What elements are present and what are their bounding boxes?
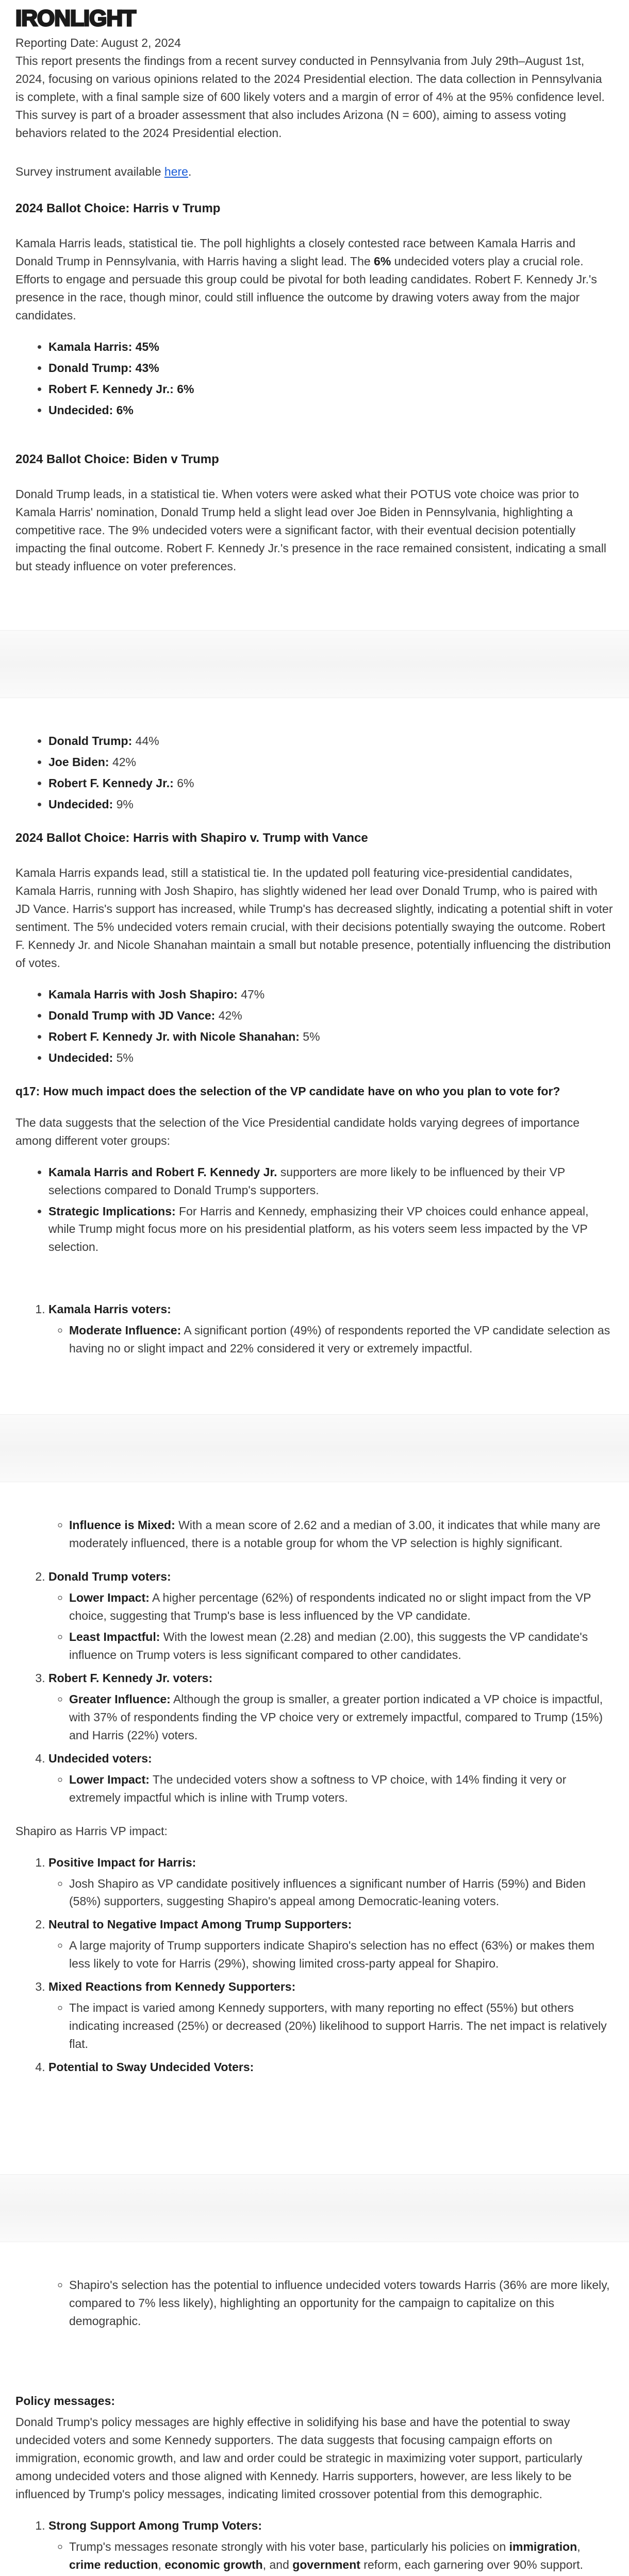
instrument-text: Survey instrument available [15,164,164,178]
harris-trump-heading: 2024 Ballot Choice: Harris v Trump [15,201,221,215]
result-item: • Kamala Harris with Josh Shapiro: 47% [48,986,614,1004]
shapiro-item: ◦ A large majority of Trump supporters indicate Shapiro's selection has no effect (63%) or makes them less likely to vote for Harris (29%), showing limited cross-party appeal for Shapiro. [69,1937,614,1973]
q17-group-item: ◦ Greater Influence: Although the group is smaller, a greater portion indicated a VP choice is impactful, with 37% of respondents finding the VP choice very or extremely impactful, compared to Trump (15%) and Harris (22%) voters. [69,1690,614,1744]
harris-trump-results [15,338,614,419]
page-break [0,2174,629,2242]
ironlight-logo-icon [15,6,144,30]
page-2 [0,698,629,1414]
result-item: • Donald Trump: 44% [48,732,614,750]
svg-text:IRONLIGHT: IRONLIGHT [15,6,136,30]
instrument-line [15,163,614,181]
vp-ticket-heading: 2024 Ballot Choice: Harris with Shapiro v. Trump with Vance [15,831,368,845]
biden-trump-heading: 2024 Ballot Choice: Biden v Trump [15,452,219,466]
q17-group: 1. Kamala Harris voters: ◦ Moderate Influence: A significant portion (49%) of respondents reported the VP candidate selection as having no or slight impact and 22% considered it very or extremely impactful. [48,1300,614,1358]
q17-bullets [15,1163,614,1257]
policy-intro: Donald Trump's policy messages are highly effective in solidifying his base and have the potential to sway undecided voters and some Kennedy supporters. The data suggests that focusing campaign efforts on immigration, economic growth, and law and order could be strategic in maximizing voter support, particularly among undecided voters and those aligned with Kennedy. Harris supporters, however, are less likely to be influenced by Trump's policy messages, indicating limited crossover potential from this demographic. [15,2415,583,2501]
page-4 [0,2242,629,2576]
page-3 [0,1482,629,2174]
shapiro-groups [15,1854,614,2076]
policy-group-title: Strong Support Among Trump Voters: [48,2518,262,2532]
q17-group: 4. Undecided voters: ◦ Lower Impact: The undecided voters show a softness to VP choice, with 14% finding it very or extremely impactful which is inline with Trump voters. [48,1750,614,1807]
biden-trump-results [15,732,614,814]
q17-bullet: • Strategic Implications: For Harris and Kennedy, emphasizing their VP choices could enhance appeal, while Trump might focus more on his presidential platform, as his voters seem less impacted by the VP selection. [48,1202,614,1257]
q17-group-item: ◦ Lower Impact: The undecided voters show a softness to VP choice, with 14% finding it very or extremely impactful which is inline with Trump voters. [69,1771,614,1807]
result-item: • Undecided: 9% [48,795,614,814]
policy-group [48,2517,614,2574]
q17-bullet: • Kamala Harris and Robert F. Kennedy Jr. supporters are more likely to be influenced by their VP selections compared to Donald Trump's supporters. [48,1163,614,1199]
q17-group: 3. Robert F. Kennedy Jr. voters: ◦ Greater Influence: Although the group is smaller, a greater portion indicated a VP choice is impactful, with 37% of respondents finding the VP choice very or extremely impactful, compared to Trump (15%) and Harris (22%) voters. [48,1669,614,1744]
biden-trump-summary: Donald Trump leads, in a statistical tie. When voters were asked what their POTUS vote choice was prior to Kamala Harris' nomination, Donald Trump held a slight lead over Joe Biden in Pennsylvania, highlighting a competitive race. The 9% undecided voters were a significant factor, with their eventual decision potentially impacting the final outcome. Robert F. Kennedy Jr.'s presence in the race remained consistent, indicating a small but steady influence on voter preferences. [15,487,607,573]
q17-group-item: ◦ Moderate Influence: A significant portion (49%) of respondents reported the VP candidate selection as having no or slight impact and 22% considered it very or extremely impactful. [69,1321,614,1358]
result-item: • Undecided: 6% [48,401,614,419]
result-item: • Robert F. Kennedy Jr. with Nicole Shanahan: 5% [48,1028,614,1046]
q17-groups-part2 [15,1516,614,1552]
shapiro-group: 1. Positive Impact for Harris: ◦ Josh Shapiro as VP candidate positively influences a significant number of Harris (59%) and Biden (58%) supporters, suggesting Shapiro's appeal among Democratic-leaning voters. [48,1854,614,1911]
q17-groups-part3 [15,1568,614,1806]
shapiro-group-continued [48,2276,614,2330]
q17-group: 2. Donald Trump voters: ◦ Lower Impact: A higher percentage (62%) of respondents indicated no or slight impact from the VP choice, suggesting that Trump's base is less influenced by the VP candidate. ◦ Least Impactful: With the lowest mean (2.28) and median (2.00), this suggests the VP candidate's influence on Trump voters is less significant compared to other candidates. [48,1568,614,1664]
page-break [0,1414,629,1482]
harris-trump-summary: Kamala Harris leads, statistical tie. The poll highlights a closely contested race between Kamala Harris and Donald Trump in Pennsylvania, with Harris having a slight lead. The 6% undecided voters play a crucial role. Efforts to engage and persuade this group could be pivotal for both leading candidates. Robert F. Kennedy Jr.'s presence in the race, though minor, could still influence the outcome by drawing voters away from the major candidates. [15,236,597,322]
q17-group-item: ◦ Least Impactful: With the lowest mean (2.28) and median (2.00), this suggests the VP candidate's influence on Trump voters is less significant compared to other candidates. [69,1628,614,1664]
reporting-date: Reporting Date: August 2, 2024 [15,36,181,49]
result-item: • Donald Trump: 43% [48,359,614,377]
page-break [0,630,629,698]
shapiro-group: 2. Neutral to Negative Impact Among Trump Supporters: ◦ A large majority of Trump supporters indicate Shapiro's selection has no effect (63%) or makes them less likely to vote for Harris (29%), showing limited cross-party appeal for Shapiro. [48,1916,614,1973]
shapiro-group: 3. Mixed Reactions from Kennedy Supporters: ◦ The impact is varied among Kennedy supporters, with many reporting no effect (55%) but others indicating increased (25%) or decreased (20%) likelihood to support Harris. The net impact is relatively flat. [48,1978,614,2053]
q17-group-item: ◦ Influence is Mixed: With a mean score of 2.62 and a median of 3.00, it indicates that while many are moderately influenced, there is a notable group for whom the VP selection is highly significant. [69,1516,614,1552]
report-intro: This report presents the findings from a recent survey conducted in Pennsylvania from July 29th–August 1st, 2024, focusing on various opinions related to the 2024 Presidential election. The data collection in Pennsylvania is complete, with a final sample size of 600 likely voters and a margin of error of 4% at the 95% confidence level. This survey is part of a broader assessment that also includes Arizona (N = 600), aiming to assess voting behaviors related to the 2024 Presidential election. [15,54,605,140]
result-item: • Undecided: 5% [48,1049,614,1067]
shapiro-continued [15,2276,614,2330]
vp-ticket-summary: Kamala Harris expands lead, still a statistical tie. In the updated poll featuring vice-presidential candidates, Kamala Harris, running with Josh Shapiro, has slightly widened her lead over Donald Trump, who is paired with JD Vance. Harris's support has increased, while Trump's has decreased slightly, indicating a potential shift in voter sentiment. The 5% undecided voters remain crucial, with their decisions potentially swaying the outcome. Robert F. Kennedy Jr. and Nicole Shanahan maintain a small but notable presence, potentially influencing the distribution of votes. [15,866,613,970]
instrument-link[interactable]: here [164,164,188,178]
policy-item: ◦ Trump's messages resonate strongly with his voter base, particularly his policies on immigration, crime reduction, economic growth, and government reform, each garnering over 90% support. [69,2538,614,2574]
q17-groups-part1 [15,1300,614,1358]
result-item: • Kamala Harris: 45% [48,338,614,356]
result-item: • Joe Biden: 42% [48,753,614,771]
shapiro-item: ◦ The impact is varied among Kennedy supporters, with many reporting no effect (55%) but others indicating increased (25%) or decreased (20%) likelihood to support Harris. The net impact is relatively flat. [69,1999,614,2053]
q17-group-continued [48,1516,614,1552]
vp-ticket-results [15,986,614,1067]
shapiro-group: 4. Potential to Sway Undecided Voters: [48,2058,614,2076]
result-item: • Donald Trump with JD Vance: 42% [48,1007,614,1025]
policy-title: Policy messages: [15,2394,115,2408]
page-1 [0,34,629,630]
shapiro-item: ◦ Shapiro's selection has the potential to influence undecided voters towards Harris (36% are more likely, compared to 7% less likely), highlighting an opportunity for the campaign to capitalize on this demographic. [69,2276,614,2330]
result-item: • Robert F. Kennedy Jr.: 6% [48,380,614,398]
instrument-tail: . [188,164,192,178]
q17-title: q17: How much impact does the selection of the VP candidate have on who you plan to vote for? [15,1084,560,1098]
q17-intro: The data suggests that the selection of the Vice Presidential candidate holds varying degrees of importance among different voter groups: [15,1115,580,1147]
shapiro-item: ◦ Josh Shapiro as VP candidate positively influences a significant number of Harris (59%) and Biden (58%) supporters, suggesting Shapiro's appeal among Democratic-leaning voters. [69,1875,614,1911]
policy-groups [15,2517,614,2576]
q17-group-item: ◦ Lower Impact: A higher percentage (62%) of respondents indicated no or slight impact from the VP choice, suggesting that Trump's base is less influenced by the VP candidate. [69,1589,614,1625]
brand-logo [0,0,629,34]
result-item: • Robert F. Kennedy Jr.: 6% [48,774,614,792]
shapiro-title: Shapiro as Harris VP impact: [15,1824,168,1838]
